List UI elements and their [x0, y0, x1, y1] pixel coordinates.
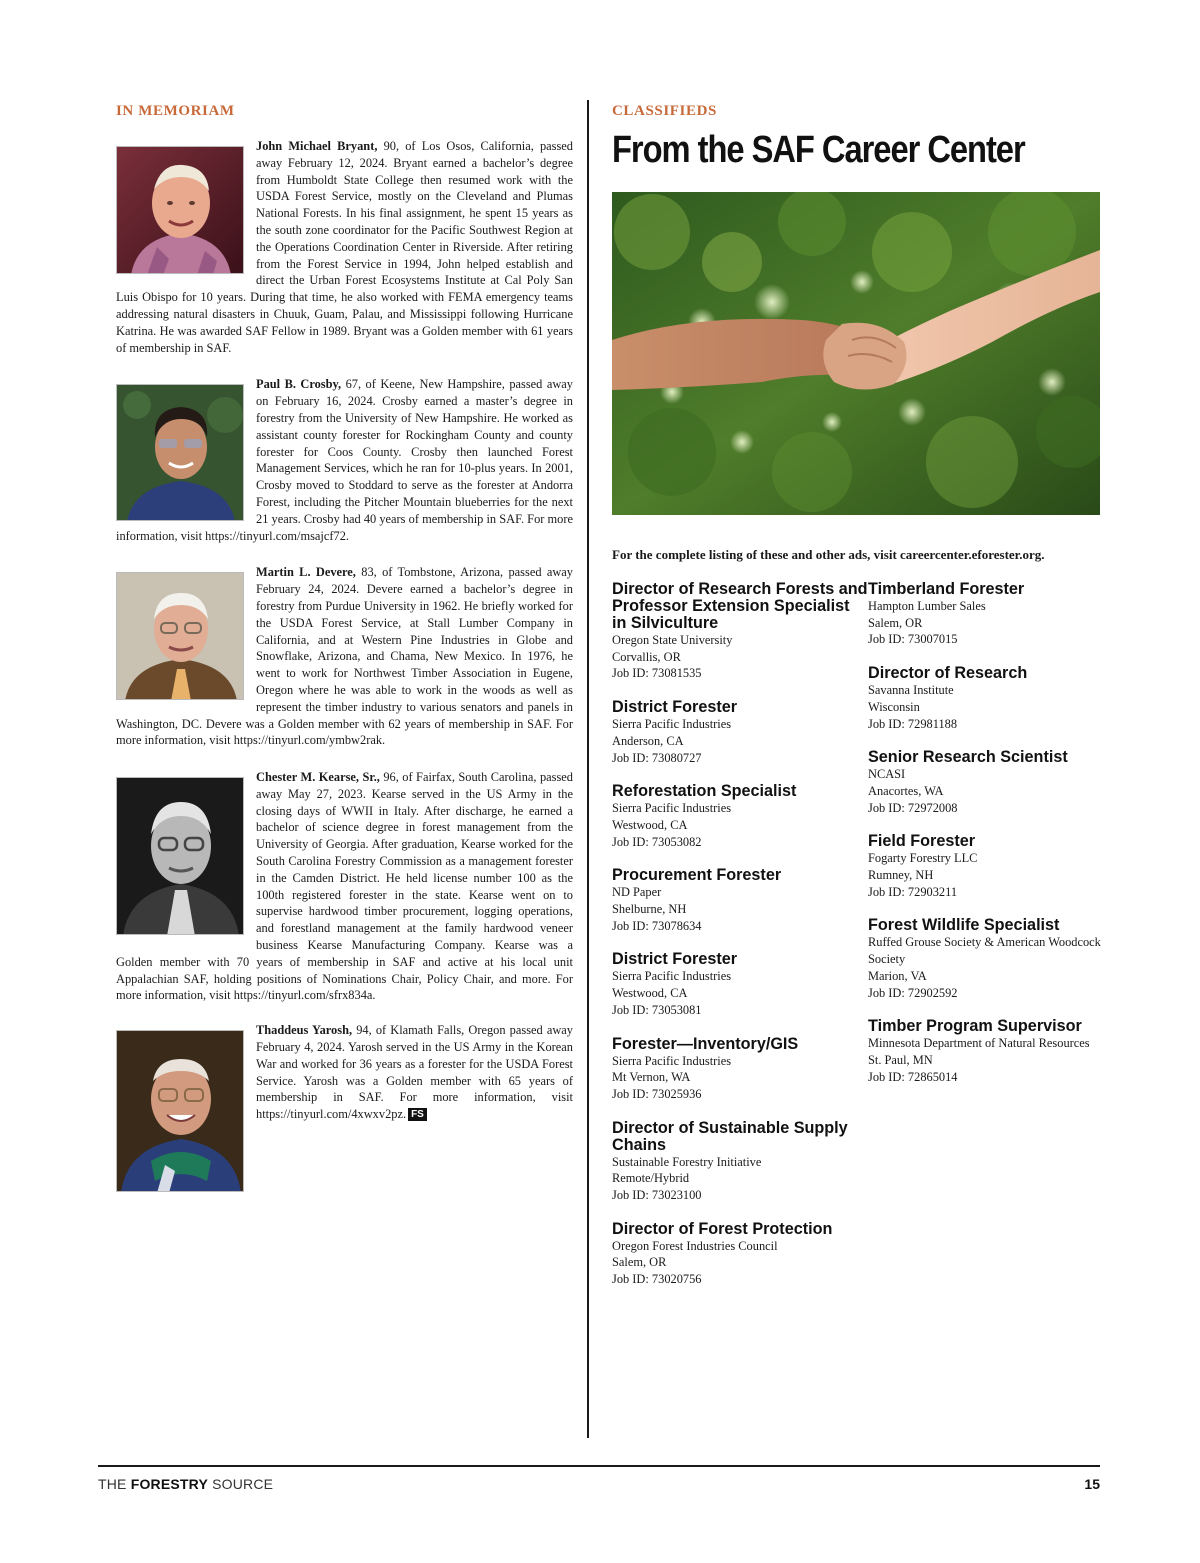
portrait-devere: [116, 572, 244, 700]
job-employer: Oregon State University: [612, 633, 733, 647]
job-title[interactable]: Field Forester: [868, 832, 976, 851]
job-location: Wisconsin: [868, 699, 920, 714]
job-title[interactable]: Reforestation Specialist: [612, 782, 797, 801]
job-location: Westwood, CA: [612, 817, 688, 832]
obituary-crosby: [116, 376, 573, 544]
job-id: Job ID: 73078634: [612, 918, 702, 933]
obituary-devere-text: 83, of Tombstone, Arizona, passed away February 24, 2024. Devere earned a bachelor’s degree in forestry from Purdue University in 1962. He briefly worked for the USDA Forest Service, at Stall Lumber Company in California, and at Western Pine Industries in Globe and Snowflake, Arizona, and Chama, New Mexico. In 1976, he went to work for Northwest Timber Association in Eugene, Oregon where he was able to work in the woods as well as represent the timber industry to various senators and panels in Washington, DC. Devere was a Golden member with 62 years of membership in SAF. For more information, visit https://tinyurl.com/ymbw2rak.: [116, 565, 573, 748]
obituary-kearse: [116, 769, 573, 1004]
obituary-bryant-name: John Michael Bryant,: [256, 139, 378, 153]
job-column-1: [612, 581, 868, 1305]
classifieds-label: CLASSIFIEDS: [612, 103, 717, 119]
job-id: Job ID: 73023100: [612, 1188, 702, 1203]
job-id: Job ID: 73080727: [612, 750, 702, 765]
job-title[interactable]: Director of Sustainable Supply Chains: [612, 1118, 848, 1154]
job-listing: [868, 833, 1102, 900]
publication-name: [98, 1476, 273, 1492]
portrait-yarosh: [116, 1030, 244, 1192]
classifieds-column: [612, 100, 1102, 1305]
job-title[interactable]: District Forester: [612, 950, 738, 969]
job-title[interactable]: District Forester: [612, 698, 738, 717]
job-employer: Sierra Pacific Industries: [612, 801, 732, 816]
portrait-kearse: [116, 777, 244, 935]
classifieds-headline: From the SAF Career Center: [612, 129, 1025, 171]
obituary-yarosh: [116, 1022, 573, 1194]
job-listings: [612, 581, 1102, 1305]
obituary-bryant: [116, 138, 573, 356]
job-id: Job ID: 73053081: [612, 1002, 702, 1017]
end-mark-fs: FS: [408, 1108, 427, 1121]
publication-name-the: THE: [98, 1476, 131, 1492]
handshake-photo: [612, 192, 1100, 515]
job-id: Job ID: 73053082: [612, 834, 702, 849]
job-id: Job ID: 73007015: [868, 632, 958, 647]
job-id: Job ID: 72903211: [868, 884, 958, 899]
job-title[interactable]: Timberland Forester: [868, 580, 1025, 598]
job-title[interactable]: Director of Research: [868, 664, 1028, 683]
job-location: Salem, OR: [868, 615, 923, 630]
job-id: Job ID: 73020756: [612, 1272, 702, 1287]
job-location: Anderson, CA: [612, 733, 684, 748]
job-listing: [612, 951, 868, 1018]
obituary-yarosh-name: Thaddeus Yarosh,: [256, 1023, 353, 1038]
column-divider: [587, 100, 589, 1438]
footer-rule: [98, 1465, 1100, 1467]
memoriam-label: IN MEMORIAM: [116, 103, 235, 119]
job-location: Anacortes, WA: [868, 783, 944, 798]
job-id: Job ID: 73025936: [612, 1086, 702, 1101]
job-id: Job ID: 72981188: [868, 716, 958, 731]
job-employer: Sierra Pacific Industries: [612, 969, 732, 984]
job-title[interactable]: Director of Research Forests and Professor Extension Specialist in Silviculture: [612, 580, 868, 632]
job-title[interactable]: Timber Program Supervisor: [868, 1017, 1082, 1036]
job-listing: [612, 1221, 868, 1288]
publication-name-forestry: FORESTRY: [130, 1476, 209, 1492]
job-employer: Hampton Lumber Sales: [868, 599, 986, 613]
job-listing: [868, 665, 1102, 732]
complete-listing-note: For the complete listing of these and other ads, visit careercenter.eforester.org.: [612, 547, 1045, 562]
job-listing: [868, 917, 1102, 1001]
job-location: Shelburne, NH: [612, 902, 687, 917]
job-listing: [868, 1018, 1102, 1085]
portrait-crosby: [116, 384, 244, 521]
job-listing: [612, 1120, 868, 1204]
job-listing: [612, 867, 868, 934]
job-title[interactable]: Forest Wildlife Specialist: [868, 916, 1060, 935]
obituary-crosby-text: 67, of Keene, New Hampshire, passed away on February 16, 2024. Crosby earned a master’s degree in forestry from the University of New Hampshire. He worked as assistant county forester for Rockingham County and county forester for Coos County. Crosby then launched Forest Management Services, which he ran for 10-plus years. In 2001, Crosby moved to Stoddard to serve as the forester at Andorra Forest, including the Pitcher Mountain blueberries for the next 21 years. Crosby had 40 years of membership in SAF. For more information, visit https://tinyurl.com/msajcf72.: [116, 377, 573, 543]
job-employer: Ruffed Grouse Society & American Woodcock Society: [868, 935, 1101, 967]
job-listing: [868, 581, 1102, 648]
job-location: Remote/Hybrid: [612, 1171, 690, 1186]
job-location: Mt Vernon, WA: [612, 1070, 691, 1085]
job-employer: Oregon Forest Industries Council: [612, 1238, 778, 1253]
job-title[interactable]: Forester—Inventory/GIS: [612, 1034, 799, 1053]
job-id: Job ID: 72972008: [868, 800, 958, 815]
job-location: St. Paul, MN: [868, 1052, 933, 1067]
job-employer: NCASI: [868, 767, 906, 782]
obituary-bryant-text: 90, of Los Osos, California, passed away February 12, 2024. Bryant earned a bachelor’s degree from Humboldt State College then resumed work with the USDA Forest Service, mostly on the Cleveland and Plumas National Forests. In his final assignment, he spent 15 years as the south zone coordinator for the Pacific Southwest Region at the Operations Coordination Center in Riverside. After retiring from the Forest Service in 1994, John helped establish and direct the Urban Forest Ecosystems Institute at Cal Poly San Luis Obispo for 10 years. During that time, he also worked with FEMA emergency teams addressing natural disasters in Chuuk, Guam, Palau, and Mississippi following Hurricane Katrina. He was awarded SAF Fellow in 1989. Bryant was a Golden member with 61 years of membership in SAF.: [116, 139, 573, 355]
obituary-kearse-name: Chester M. Kearse, Sr.,: [256, 770, 380, 785]
job-location: Rumney, NH: [868, 868, 934, 883]
memoriam-column: [116, 100, 573, 1194]
job-title[interactable]: Procurement Forester: [612, 866, 782, 885]
job-location: Marion, VA: [868, 968, 927, 983]
job-employer: Fogarty Forestry LLC: [868, 851, 978, 866]
obituary-kearse-text: 96, of Fairfax, South Carolina, passed away May 27, 2023. Kearse served in the US Army in the closing days of WWII in Italy. After discharge, he earned a bachelor of science degree in forest management from the University of Georgia. After graduation, Kearse worked for the South Carolina Forestry Commission as a management forester in the Camden District. He held license number 100 as the 100th registered forester in the state. Kearse went on to supervise hardwood timber procurement, logging operations, and forestland management at the family hardwood veneer business Kearse Manufacturing Company. Kearse was a Golden member with 70 years of membership in SAF and active at his local unit Appalachian SAF, holding positions of Nominations Chair, Policy Chair, and more. For more information, visit https://tinyurl.com/sfrx834a.: [116, 770, 573, 1003]
job-location: Westwood, CA: [612, 986, 688, 1001]
job-column-2: [868, 581, 1102, 1305]
job-employer: Sierra Pacific Industries: [612, 1053, 732, 1068]
job-employer: ND Paper: [612, 885, 662, 900]
obituary-devere-name: Martin L. Devere,: [256, 565, 356, 580]
obituary-yarosh-text: 94, of Klamath Falls, Oregon passed away February 4, 2024. Yarosh served in the US Army in the Korean War and worked for 36 years as a forester for the USDA Forest Service. Yarosh was a Golden member with 65 years of membership in SAF. For more information, visit https://tinyurl.com/4xwxv2pz.: [256, 1023, 573, 1122]
job-listing: [612, 699, 868, 766]
publication-name-source: SOURCE: [208, 1476, 274, 1492]
job-location: Salem, OR: [612, 1255, 667, 1270]
job-listing: [868, 749, 1102, 816]
job-title[interactable]: Director of Forest Protection: [612, 1219, 833, 1238]
job-listing: [612, 783, 868, 850]
job-id: Job ID: 73081535: [612, 666, 702, 681]
job-employer: Minnesota Department of Natural Resources: [868, 1036, 1090, 1051]
job-employer: Sustainable Forestry Initiative: [612, 1154, 762, 1169]
obituary-devere: [116, 564, 573, 749]
job-location: Corvallis, OR: [612, 649, 681, 664]
job-listing: [612, 581, 868, 682]
job-employer: Sierra Pacific Industries: [612, 717, 732, 732]
job-id: Job ID: 72865014: [868, 1069, 958, 1084]
portrait-bryant: [116, 146, 244, 274]
job-id: Job ID: 72902592: [868, 985, 958, 1000]
obituary-crosby-name: Paul B. Crosby,: [256, 377, 342, 392]
job-title[interactable]: Senior Research Scientist: [868, 748, 1068, 767]
job-listing: [612, 1036, 868, 1103]
page-number: 15: [1084, 1476, 1100, 1492]
job-employer: Savanna Institute: [868, 683, 954, 698]
